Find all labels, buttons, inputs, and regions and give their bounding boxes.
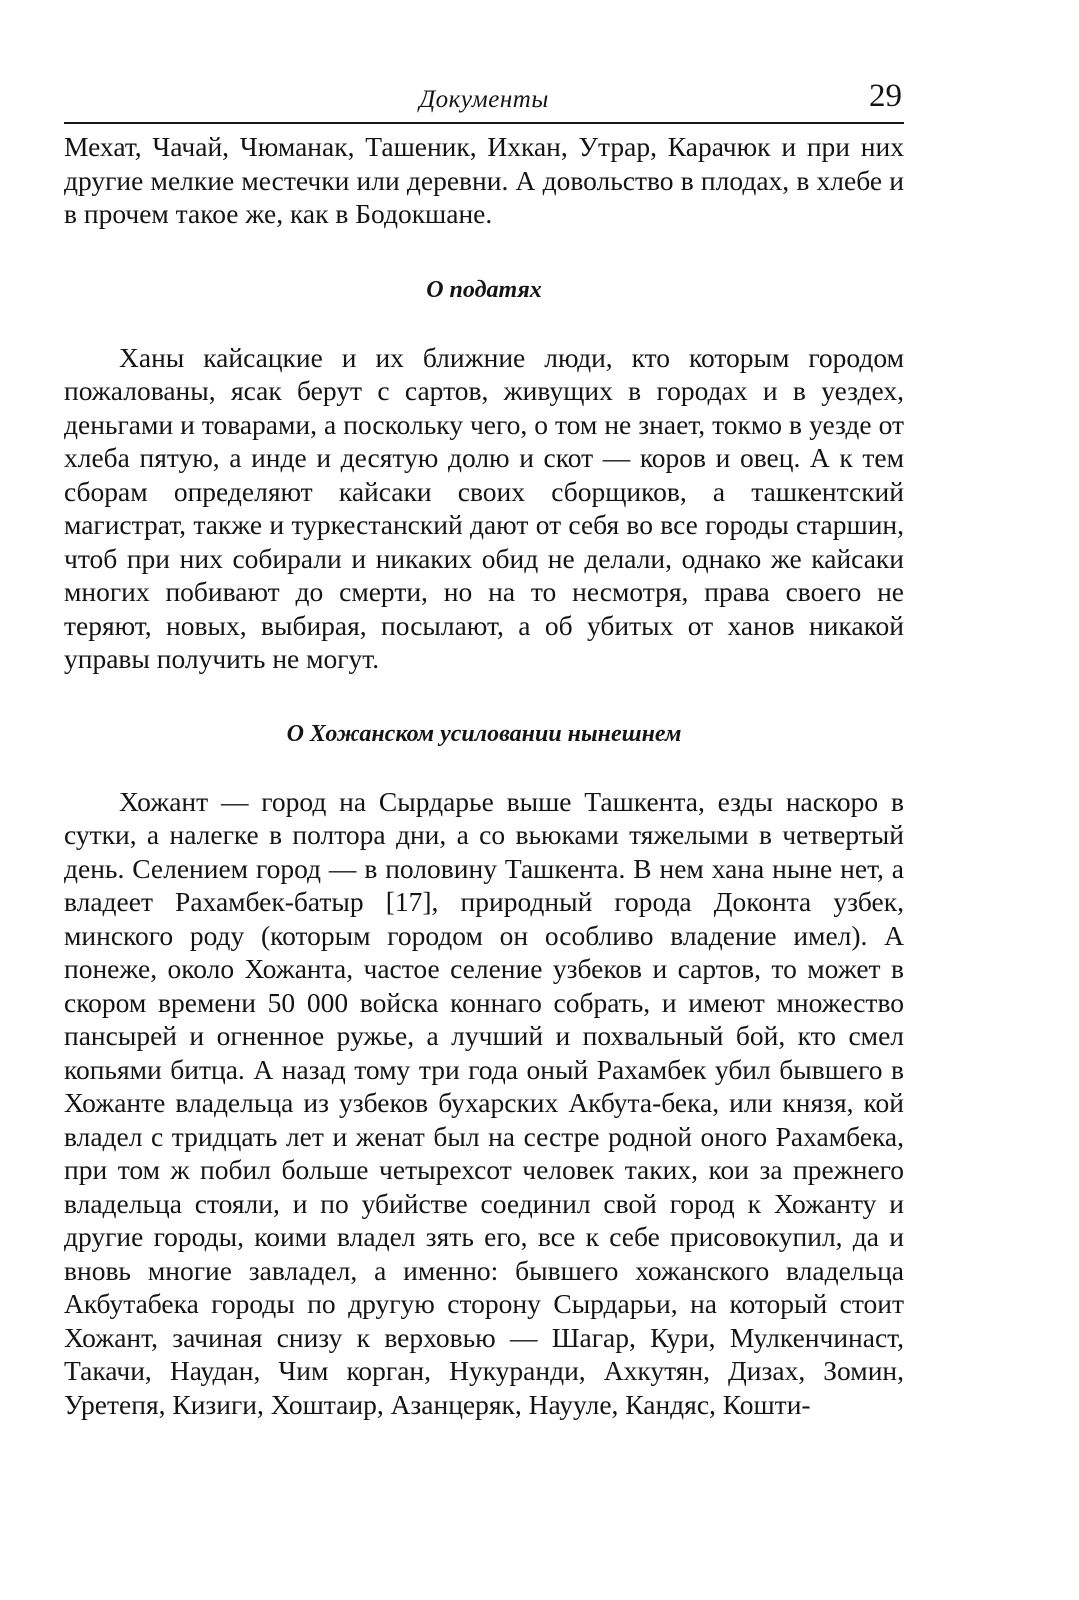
book-page [64, 78, 904, 1421]
section-heading-khojand: О Хожанском усиловании нынешнем [286, 720, 682, 747]
running-head [64, 78, 904, 124]
paragraph-khojand: Хожант — город на Сырдарье выше Ташкента, езды наскоро в сутки, а налегке в полтора дни, а со вьюками тяжелыми в четвертый день. Селением город — в половину Ташкента. В нем хана ныне нет, а владеет Рахамбек-батыр [17], природный города Доконта узбек, минского роду (которым городом он особливо владение имел). А понеже, около Хожанта, частое селение узбеков и сартов, то может в скором времени 50 000 войска коннаго собрать, и имеют множество пансырей и огненное ружье, а лучший и похвальный бой, кто смел копьями битца. А назад тому три года оный Рахамбек убил бывшего в Хожанте владельца из узбеков бухарских Акбута-бека, или князя, кой владел с тридцать лет и женат был на сестре родной оного Рахамбека, при том ж побил больше четырехсот человек таких, кои за прежнего владельца стояли, и по убийстве соединил свой город к Хожанту и другие городы, коими владел зять его, все к себе присовокупил, да и вновь многие завладел, а именно: бывшего хожанского владельца Акбутабека городы по другую сторону Сырдарьи, на который стоит Хожант, зачиная снизу к верховью — Шагар, Кури, Мулкенчинаст, Такачи, Наудан, Чим корган, Нукуранди, Ахкутян, Дизах, Зомин, Уретепя, Кизиги, Хоштаир, Азанцеряк, Наууле, Кандяс, Кошти- [64, 785, 904, 1420]
page-number: 29 [869, 78, 902, 114]
paragraph-taxes: Ханы кайсацкие и их ближние люди, кто которым городом пожалованы, ясак берут с сартов, живущих в городах и в уездех, деньгами и товарами, а поскольку чего, о том не знает, токмо в уезде от хлеба пятую, а инде и десятую долю и скот — коров и овец. А к тем сборам определяют кайсаки своих сборщиков, а ташкентский магистрат, также и туркестанский дают от себя во все городы старшин, чтоб при них собирали и никаких обид не делали, однако же кайсаки многих побивают до смерти, но на то несмотря, права своего не теряют, новых, выбирая, посылают, а об убитых от ханов никакой управы получить не могут. [64, 341, 904, 674]
paragraph-continuation: Мехат, Чачай, Чюманак, Ташеник, Ихкан, Утрар, Карачюк и при них другие мелкие местечки или деревни. А довольство в плодах, в хлебе и в прочем такое же, как в Бодокшане. [64, 131, 904, 229]
section-heading-taxes: О податях [426, 276, 542, 303]
running-title: Документы [419, 86, 549, 113]
